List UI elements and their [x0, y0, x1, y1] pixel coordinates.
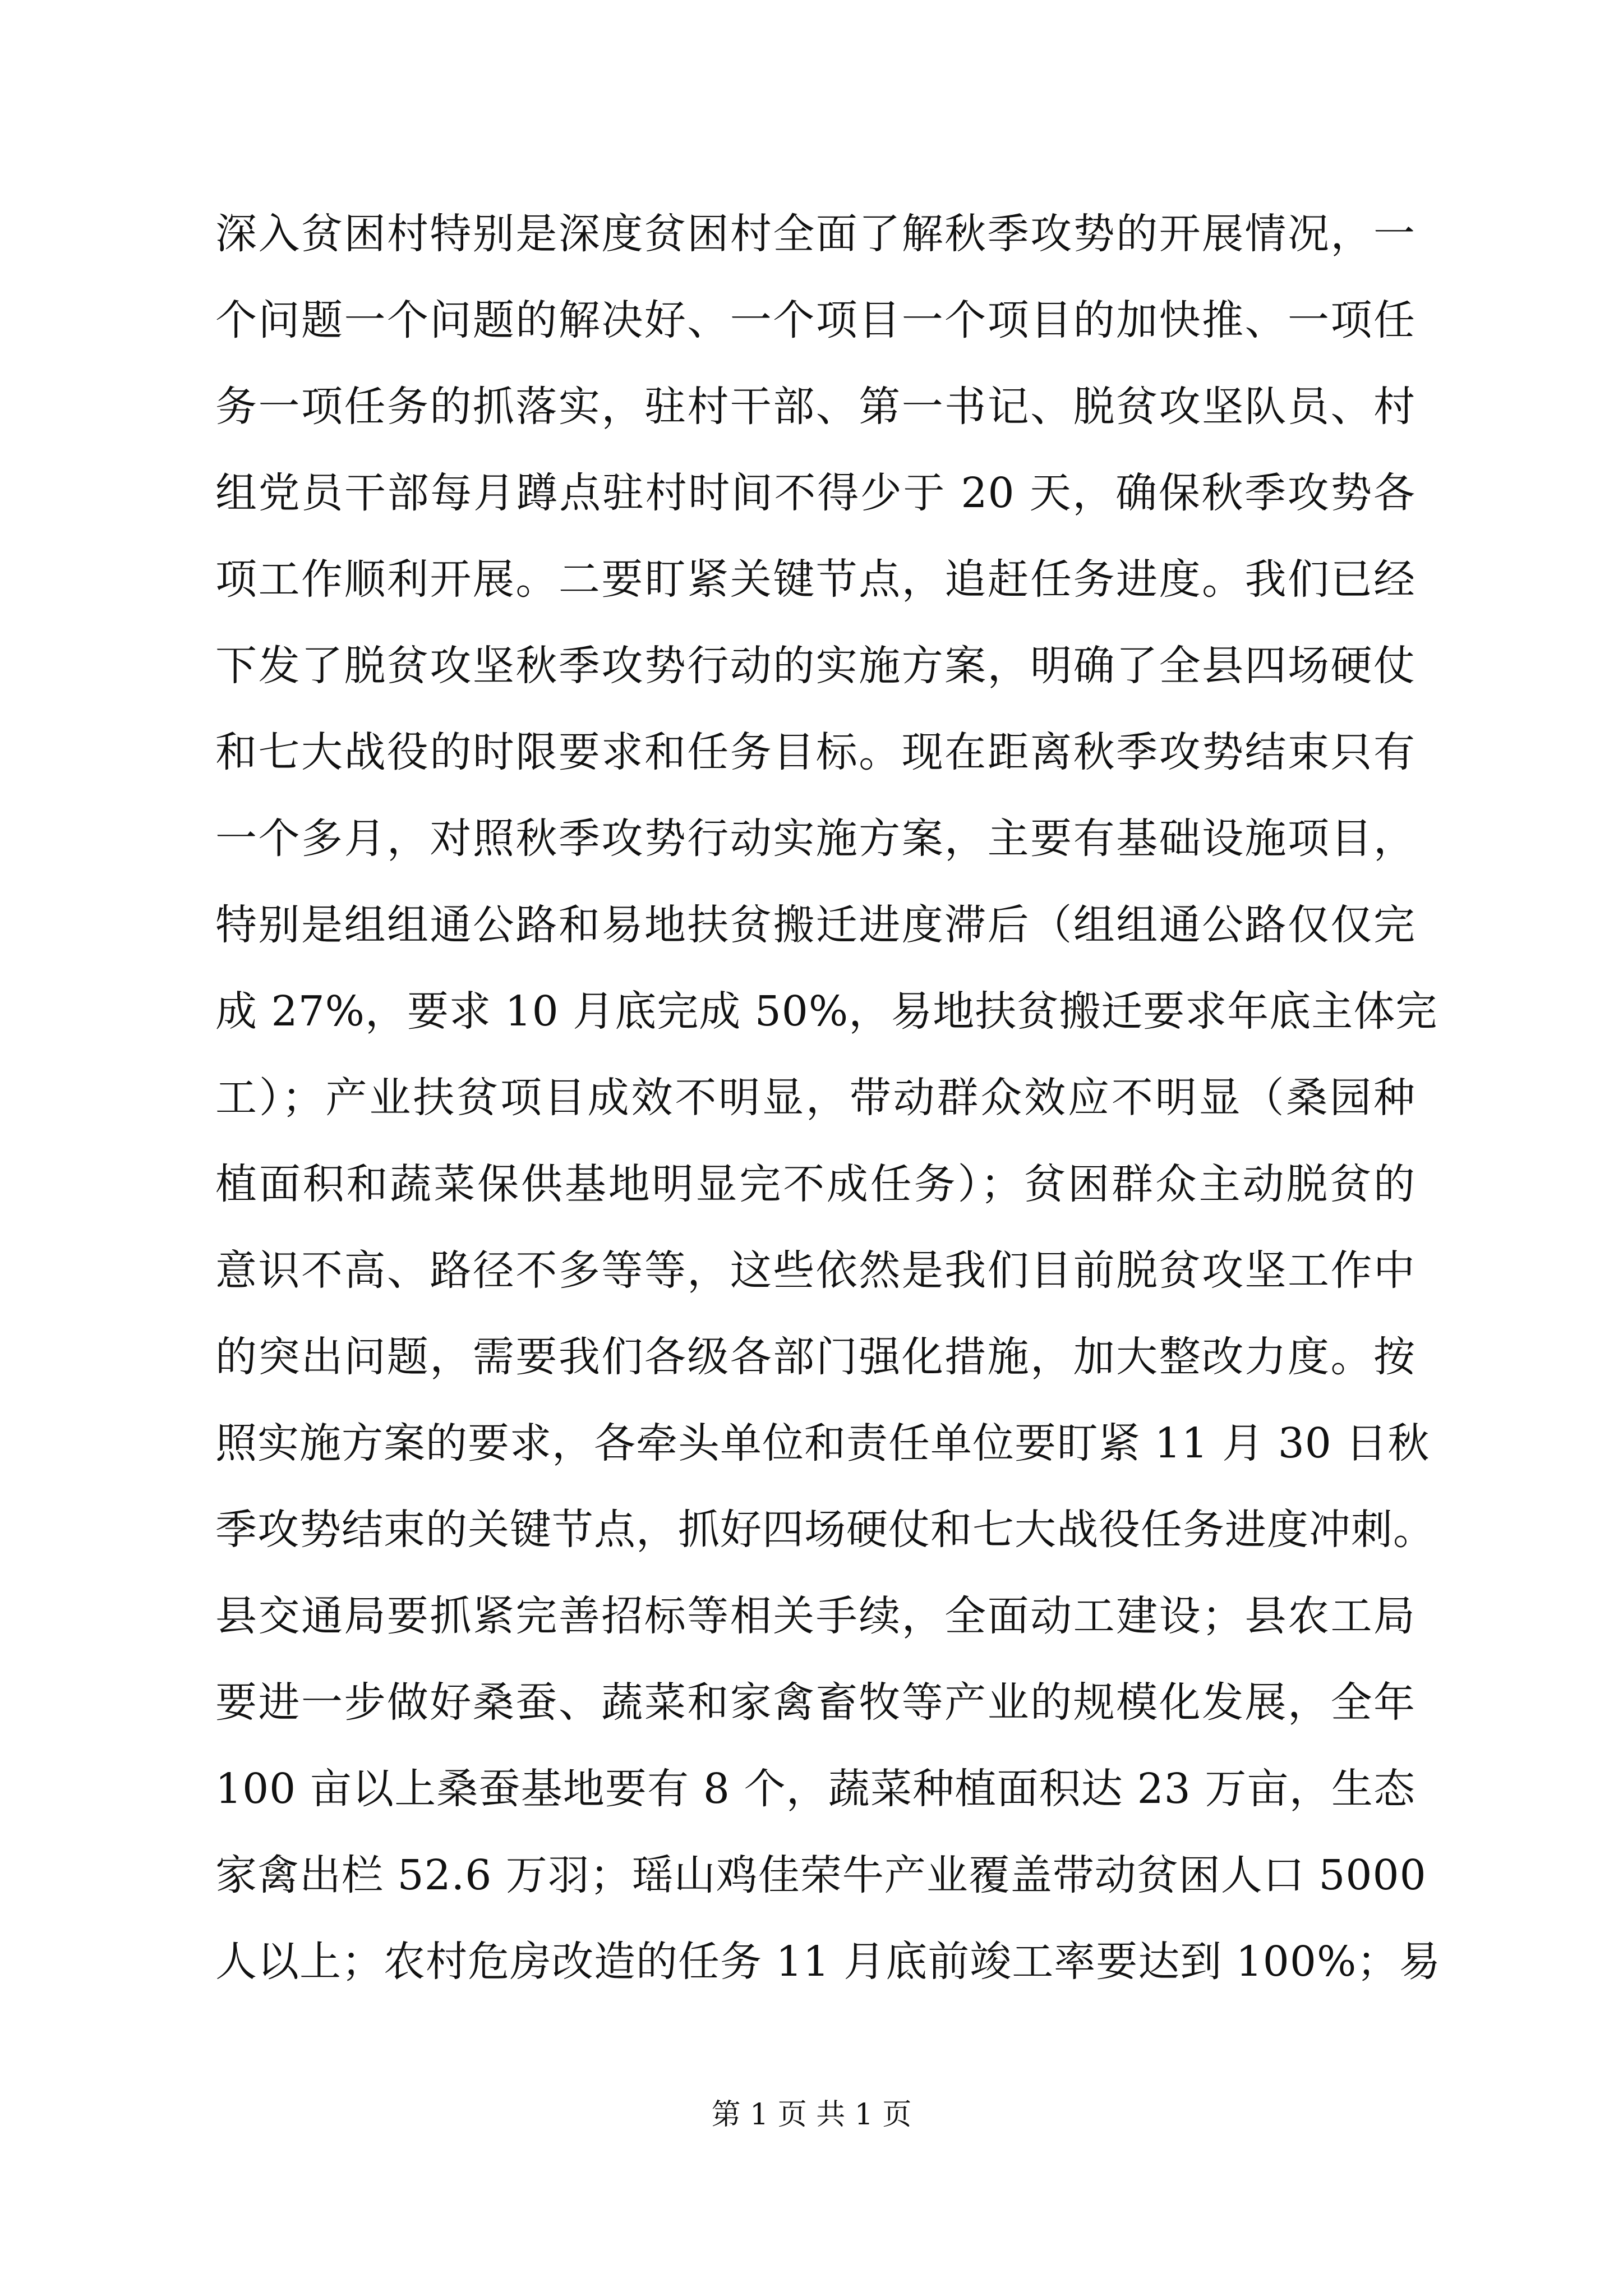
text-line-8: 一个多月，对照秋季攻势行动实施方案，主要有基础设施项目， — [215, 815, 1415, 863]
text-line-3: 务一项任务的抓落实，驻村干部、第一书记、脱贫攻坚队员、村 — [215, 383, 1415, 431]
text-line-7: 和七大战役的时限要求和任务目标。现在距离秋季攻势结束只有 — [215, 728, 1415, 776]
text-line-19: 100 亩以上桑蚕基地要有 8 个，蔬菜种植面积达 23 万亩，生态 — [215, 1765, 1415, 1813]
text-line-10: 成 27%，要求 10 月底完成 50%，易地扶贫搬迁要求年底主体完 — [215, 987, 1438, 1036]
text-line-5: 项工作顺利开展。二要盯紧关键节点，追赶任务进度。我们已经 — [215, 555, 1415, 604]
body-text — [215, 191, 1441, 2005]
text-line-2: 个问题一个问题的解决好、一个项目一个项目的加快推、一项任 — [215, 296, 1415, 344]
text-line-21: 人以上；农村危房改造的任务 11 月底前竣工率要达到 100%；易 — [215, 1938, 1441, 1986]
text-line-15: 照实施方案的要求，各牵头单位和责任单位要盯紧 11 月 30 日秋 — [215, 1419, 1430, 1467]
text-line-13: 意识不高、路径不多等等，这些依然是我们目前脱贫攻坚工作中 — [215, 1246, 1415, 1295]
page-number-label: 第 1 页 共 1 页 — [711, 2098, 912, 2132]
text-line-16: 季攻势结束的关键节点，抓好四场硬仗和七大战役任务进度冲刺。 — [215, 1506, 1435, 1554]
text-line-17: 县交通局要抓紧完善招标等相关手续，全面动工建设；县农工局 — [215, 1592, 1415, 1640]
text-line-11: 工）；产业扶贫项目成效不明显，带动群众效应不明显（桑园种 — [215, 1074, 1415, 1122]
text-line-4: 组党员干部每月蹲点驻村时间不得少于 20 天，确保秋季攻势各 — [215, 469, 1415, 517]
text-line-18: 要进一步做好桑蚕、蔬菜和家禽畜牧等产业的规模化发展，全年 — [215, 1678, 1415, 1727]
page-footer — [0, 2095, 1623, 2134]
text-line-12: 植面积和蔬菜保供基地明显完不成任务）；贫困群众主动脱贫的 — [215, 1160, 1415, 1208]
text-line-20: 家禽出栏 52.6 万羽；瑶山鸡佳荣牛产业覆盖带动贫困人口 5000 — [215, 1851, 1427, 1899]
text-line-9: 特别是组组通公路和易地扶贫搬迁进度滞后（组组通公路仅仅完 — [215, 901, 1415, 949]
text-line-6: 下发了脱贫攻坚秋季攻势行动的实施方案，明确了全县四场硬仗 — [215, 642, 1415, 690]
text-line-1: 深入贫困村特别是深度贫困村全面了解秋季攻势的开展情况，一 — [215, 210, 1415, 258]
text-line-14: 的突出问题，需要我们各级各部门强化措施，加大整改力度。按 — [215, 1333, 1415, 1381]
